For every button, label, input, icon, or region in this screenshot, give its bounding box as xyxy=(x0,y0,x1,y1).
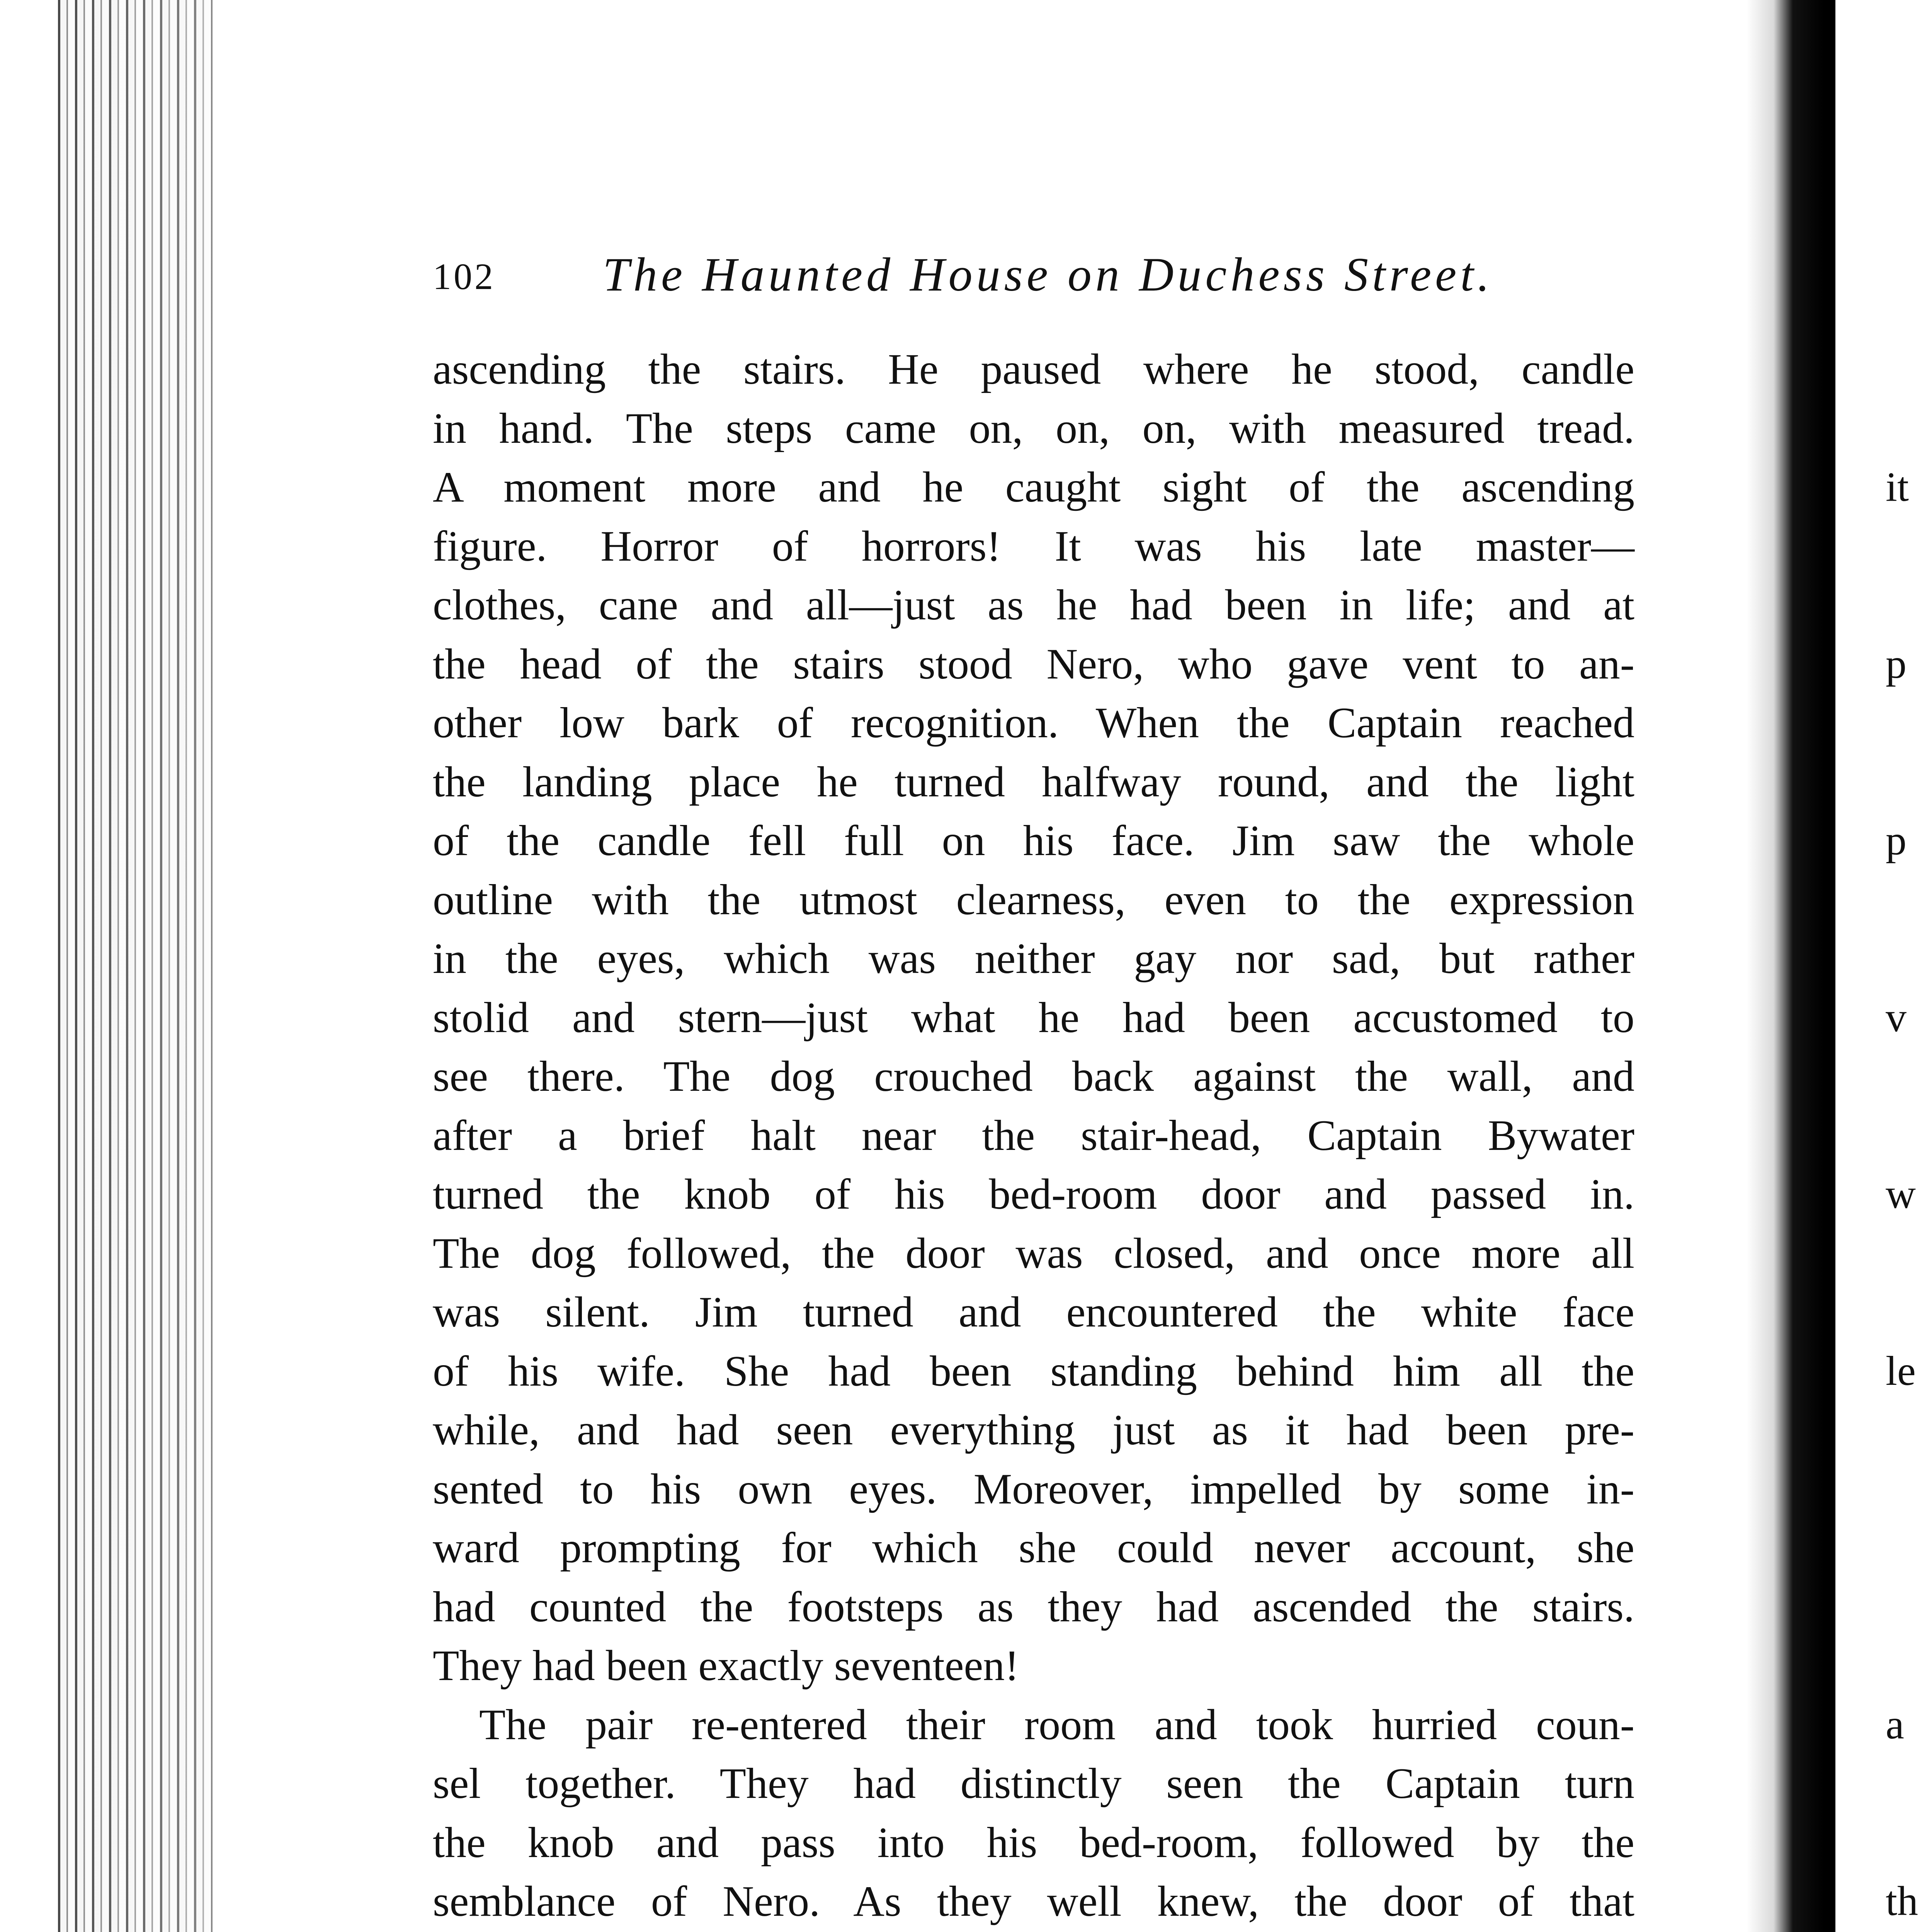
facing-fragment: le xyxy=(1886,1348,1916,1394)
text-line: had counted the footsteps as they had ascended the stairs. xyxy=(433,1583,1634,1631)
text-line: while, and had seen everything just as it had been pre- xyxy=(433,1406,1634,1454)
book-gutter xyxy=(1747,0,1824,1932)
text-line: in hand. The steps came on, on, on, with measured tread. xyxy=(433,404,1634,452)
facing-fragment: p xyxy=(1886,818,1906,864)
text-line: the landing place he turned halfway round, and the light xyxy=(433,758,1634,806)
text-line: ward prompting for which she could never account, she xyxy=(433,1524,1634,1572)
text-line-paragraph-end: They had been exactly seventeen! xyxy=(433,1642,1019,1690)
facing-fragment: it xyxy=(1886,464,1909,510)
text-line: ascending the stairs. He paused where he stood, candle xyxy=(433,345,1634,393)
page-body-text xyxy=(433,340,1634,1932)
text-line: after a brief halt near the stair-head, Captain Bywater xyxy=(433,1111,1634,1160)
facing-fragment: a xyxy=(1886,1701,1904,1748)
text-line: A moment more and he caught sight of the ascending xyxy=(433,463,1634,511)
text-line: figure. Horror of horrors! It was his late master— xyxy=(433,522,1634,570)
text-line: was silent. Jim turned and encountered the white face xyxy=(433,1288,1634,1336)
facing-fragment: v xyxy=(1886,994,1906,1041)
text-line: outline with the utmost clearness, even to the expression xyxy=(433,876,1634,924)
text-line-paragraph-start: The pair re-entered their room and took hurried coun- xyxy=(479,1701,1634,1749)
text-line: of his wife. She had been standing behind him all the xyxy=(433,1347,1634,1395)
text-line: sented to his own eyes. Moreover, impelled by some in- xyxy=(433,1465,1634,1513)
facing-fragment: th xyxy=(1886,1878,1918,1924)
text-line: the head of the stairs stood Nero, who gave vent to an- xyxy=(433,640,1634,688)
text-line: in the eyes, which was neither gay nor sad, but rather xyxy=(433,935,1634,983)
facing-fragment: w xyxy=(1886,1171,1916,1217)
page-edge-shadow xyxy=(58,0,213,1932)
running-title: The Haunted House on Duchess Street. xyxy=(603,248,1493,301)
facing-fragment xyxy=(1886,1519,1932,1578)
text-line: stolid and stern—just what he had been accustomed to xyxy=(433,993,1634,1042)
text-line: see there. The dog crouched back against the wall, and xyxy=(433,1053,1634,1100)
text-line: the knob and pass into his bed-room, followed by the xyxy=(433,1818,1634,1867)
text-line: other low bark of recognition. When the Captain reached xyxy=(433,699,1634,747)
facing-page-text-fragments xyxy=(1886,340,1932,1932)
text-line: sel together. They had distinctly seen the Captain turn xyxy=(433,1760,1634,1808)
text-line: turned the knob of his bed-room door and passed in. xyxy=(433,1170,1634,1218)
text-line: of the candle fell full on his face. Jim saw the whole xyxy=(433,817,1634,865)
text-line: The dog followed, the door was closed, and once more all xyxy=(433,1229,1634,1277)
facing-fragment: p xyxy=(1886,641,1906,687)
text-line: semblance of Nero. As they well knew, the door of that xyxy=(433,1878,1634,1925)
text-line: clothes, cane and all—just as he had been in life; and at xyxy=(433,581,1634,629)
page-number: 102 xyxy=(433,256,495,297)
running-head xyxy=(433,247,1669,305)
